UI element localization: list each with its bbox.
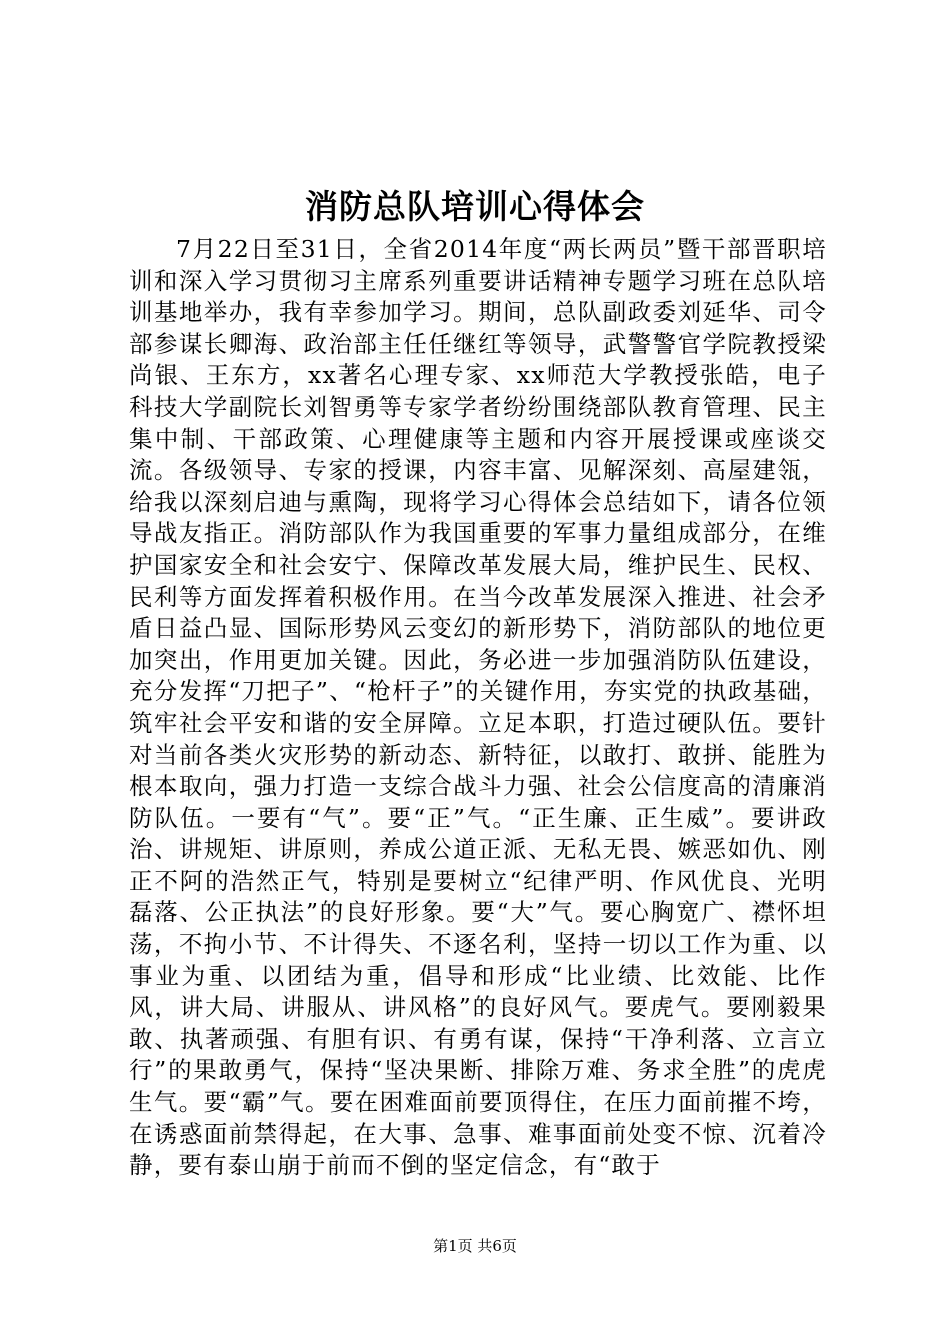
document-body: 7月22日至31日，全省2014年度“两长两员”暨干部晋职培训和深入学习贯彻习主席系列重要讲话精神专题学习班在总队培训基地举办，我有幸参加学习。期间，总队副政委刘延华、司令部参谋长卿海、政治部主任任继红等领导，武警警官学院教授梁尚银、王东方，xx著名心理专家、xx师范大学教授张皓，电子科技大学副院长刘智勇等专家学者纷纷围绕部队教育管理、民主集中制、干部政策、心理健康等主题和内容开展授课或座谈交流。各级领导、专家的授课，内容丰富、见解深刻、高屋建瓴，给我以深刻启迪与熏陶，现将学习心得体会总结如下，请各位领导战友指正。消防部队作为我国重要的军事力量组成部分，在维护国家安全和社会安宁、保障改革发展大局，维护民生、民权、民利等方面发挥着积极作用。在当今改革发展深入推进、社会矛盾日益凸显、国际形势风云变幻的新形势下，消防部队的地位更加突出，作用更加关键。因此，务必进一步加强消防队伍建设，充分发挥“刀把子”、“枪杆子”的关键作用，夯实党的执政基础，筑牢社会平安和谐的安全屏障。立足本职，打造过硬队伍。要针对当前各类火灾形势的新动态、新特征，以敢打、敢拼、能胜为根本取向，强力打造一支综合战斗力强、社会公信度高的清廉消防队伍。一要有“气”。要“正”气。“正生廉、正生威”。要讲政治、讲规矩、讲原则，养成公道正派、无私无畏、嫉恶如仇、刚正不阿的浩然正气，特别是要树立“纪律严明、作风优良、光明磊落、公正执法”的良好形象。要“大”气。要心胸宽广、襟怀坦荡，不拘小节、不计得失、不逐名利，坚持一切以工作为重、以事业为重、以团结为重，倡导和形成“比业绩、比效能、比作风，讲大局、讲服从、讲风格”的良好风气。要虎气。要刚毅果敢、执著顽强、有胆有识、有勇有谋，保持“干净利落、立言立行”的果敢勇气，保持“坚决果断、排除万难、务求全胜”的虎虎生气。要“霸”气。要在困难面前要顶得住，在压力面前摧不垮，在诱惑面前禁得起，在大事、急事、难事面前处变不惊、沉着冷静，要有泰山崩于前而不倒的坚定信念，有“敢于 <box>129 235 827 1180</box>
document-title: 消防总队培训心得体会 <box>305 187 645 226</box>
page-footer: 第1页 共6页 <box>433 1237 517 1255</box>
